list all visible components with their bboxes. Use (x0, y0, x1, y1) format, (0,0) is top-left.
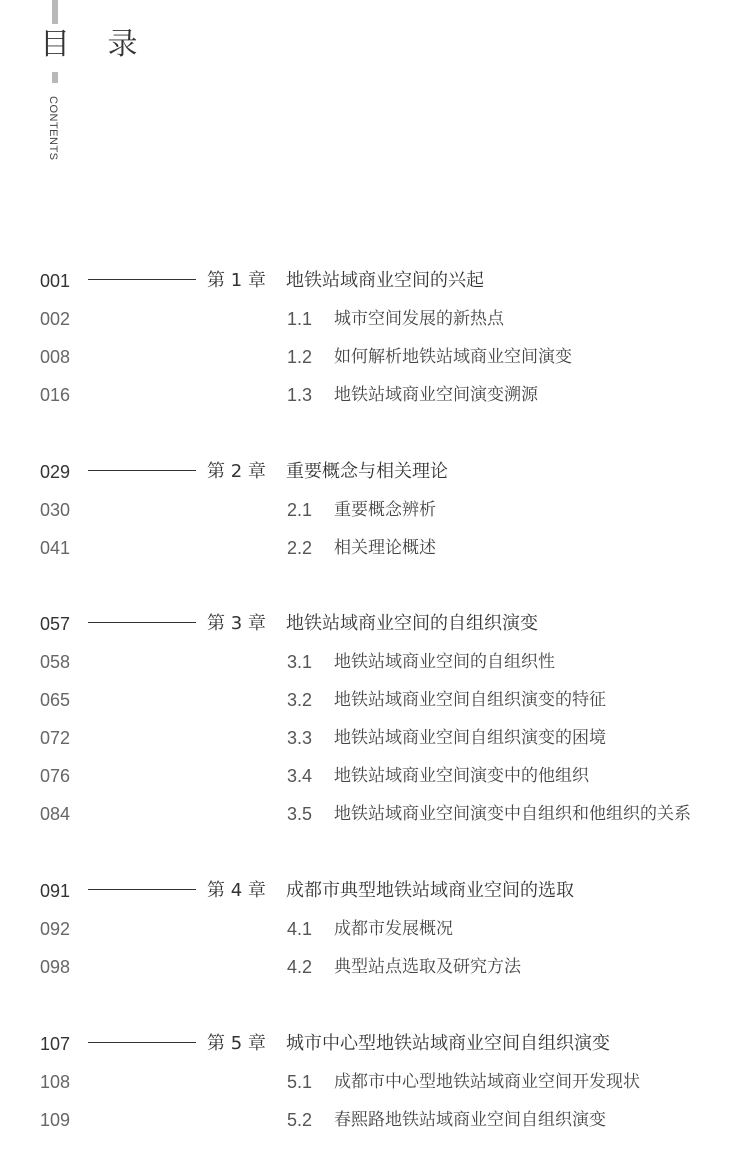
section-title: 成都市中心型地铁站域商业空间开发现状 (334, 1072, 640, 1092)
section-title: 重要概念辨析 (334, 500, 436, 520)
section-number: 3.2 (287, 690, 313, 710)
chapter-label: 第 3 章 (207, 613, 266, 634)
section-row[interactable] (0, 1068, 750, 1096)
section-title: 地铁站域商业空间演变溯源 (334, 385, 538, 405)
section-row[interactable] (0, 305, 750, 333)
section-title: 春熙路地铁站域商业空间自组织演变 (334, 1110, 606, 1130)
section-row[interactable] (0, 381, 750, 409)
chapter-row[interactable] (0, 267, 750, 295)
section-title: 地铁站域商业空间演变中自组织和他组织的关系 (334, 804, 691, 824)
chapter-row[interactable] (0, 1030, 750, 1058)
section-number: 4.2 (287, 957, 313, 977)
section-row[interactable] (0, 648, 750, 676)
section-page-number: 041 (40, 538, 71, 558)
chapter-page-number: 107 (40, 1034, 71, 1054)
chapter-rule (88, 1042, 196, 1043)
chapter-title: 地铁站域商业空间的兴起 (286, 270, 484, 291)
section-page-number: 084 (40, 804, 71, 824)
section-page-number: 058 (40, 652, 71, 672)
section-title: 地铁站域商业空间自组织演变的困境 (334, 728, 606, 748)
section-number: 2.2 (287, 538, 313, 558)
chapter-page-number: 057 (40, 614, 71, 634)
chapter-row[interactable] (0, 610, 750, 638)
section-title: 成都市发展概况 (334, 919, 453, 939)
section-number: 3.4 (287, 766, 313, 786)
section-title: 相关理论概述 (334, 538, 436, 558)
section-row[interactable] (0, 724, 750, 752)
section-page-number: 109 (40, 1110, 71, 1130)
section-number: 3.5 (287, 804, 313, 824)
section-title: 地铁站域商业空间的自组织性 (334, 652, 555, 672)
chapter-row[interactable] (0, 458, 750, 486)
section-number: 3.1 (287, 652, 313, 672)
section-row[interactable] (0, 800, 750, 828)
page-title: 目 录 (40, 27, 152, 62)
chapter-label: 第 2 章 (207, 461, 266, 482)
section-row[interactable] (0, 953, 750, 981)
section-title: 城市空间发展的新热点 (334, 309, 504, 329)
section-number: 4.1 (287, 919, 313, 939)
section-number: 5.2 (287, 1110, 313, 1130)
section-row[interactable] (0, 686, 750, 714)
section-page-number: 076 (40, 766, 71, 786)
section-page-number: 065 (40, 690, 71, 710)
chapter-label: 第 4 章 (207, 880, 266, 901)
section-title: 如何解析地铁站域商业空间演变 (334, 347, 572, 367)
section-page-number: 002 (40, 309, 71, 329)
section-number: 1.2 (287, 347, 313, 367)
chapter-title: 成都市典型地铁站域商业空间的选取 (286, 880, 574, 901)
chapter-title: 地铁站域商业空间的自组织演变 (286, 613, 538, 634)
section-page-number: 098 (40, 957, 71, 977)
section-page-number: 092 (40, 919, 71, 939)
section-title: 典型站点选取及研究方法 (334, 957, 521, 977)
section-number: 3.3 (287, 728, 313, 748)
chapter-page-number: 001 (40, 271, 71, 291)
section-title: 地铁站域商业空间演变中的他组织 (334, 766, 589, 786)
section-title: 地铁站域商业空间自组织演变的特征 (334, 690, 606, 710)
section-number: 1.1 (287, 309, 313, 329)
contents-label: CONTENTS (47, 96, 59, 161)
section-page-number: 008 (40, 347, 71, 367)
chapter-rule (88, 470, 196, 471)
section-page-number: 030 (40, 500, 71, 520)
chapter-rule (88, 889, 196, 890)
chapter-title: 城市中心型地铁站域商业空间自组织演变 (286, 1033, 610, 1054)
chapter-page-number: 029 (40, 462, 71, 482)
section-row[interactable] (0, 496, 750, 524)
chapter-rule (88, 279, 196, 280)
section-number: 5.1 (287, 1072, 313, 1092)
section-row[interactable] (0, 534, 750, 562)
chapter-rule (88, 622, 196, 623)
chapter-row[interactable] (0, 877, 750, 905)
section-page-number: 072 (40, 728, 71, 748)
section-number: 1.3 (287, 385, 313, 405)
chapter-label: 第 5 章 (207, 1033, 266, 1054)
section-row[interactable] (0, 915, 750, 943)
section-page-number: 108 (40, 1072, 71, 1092)
section-page-number: 016 (40, 385, 71, 405)
chapter-label: 第 1 章 (207, 270, 266, 291)
section-number: 2.1 (287, 500, 313, 520)
section-row[interactable] (0, 343, 750, 371)
chapter-title: 重要概念与相关理论 (286, 461, 448, 482)
chapter-page-number: 091 (40, 881, 71, 901)
section-row[interactable] (0, 1106, 750, 1134)
section-row[interactable] (0, 762, 750, 790)
